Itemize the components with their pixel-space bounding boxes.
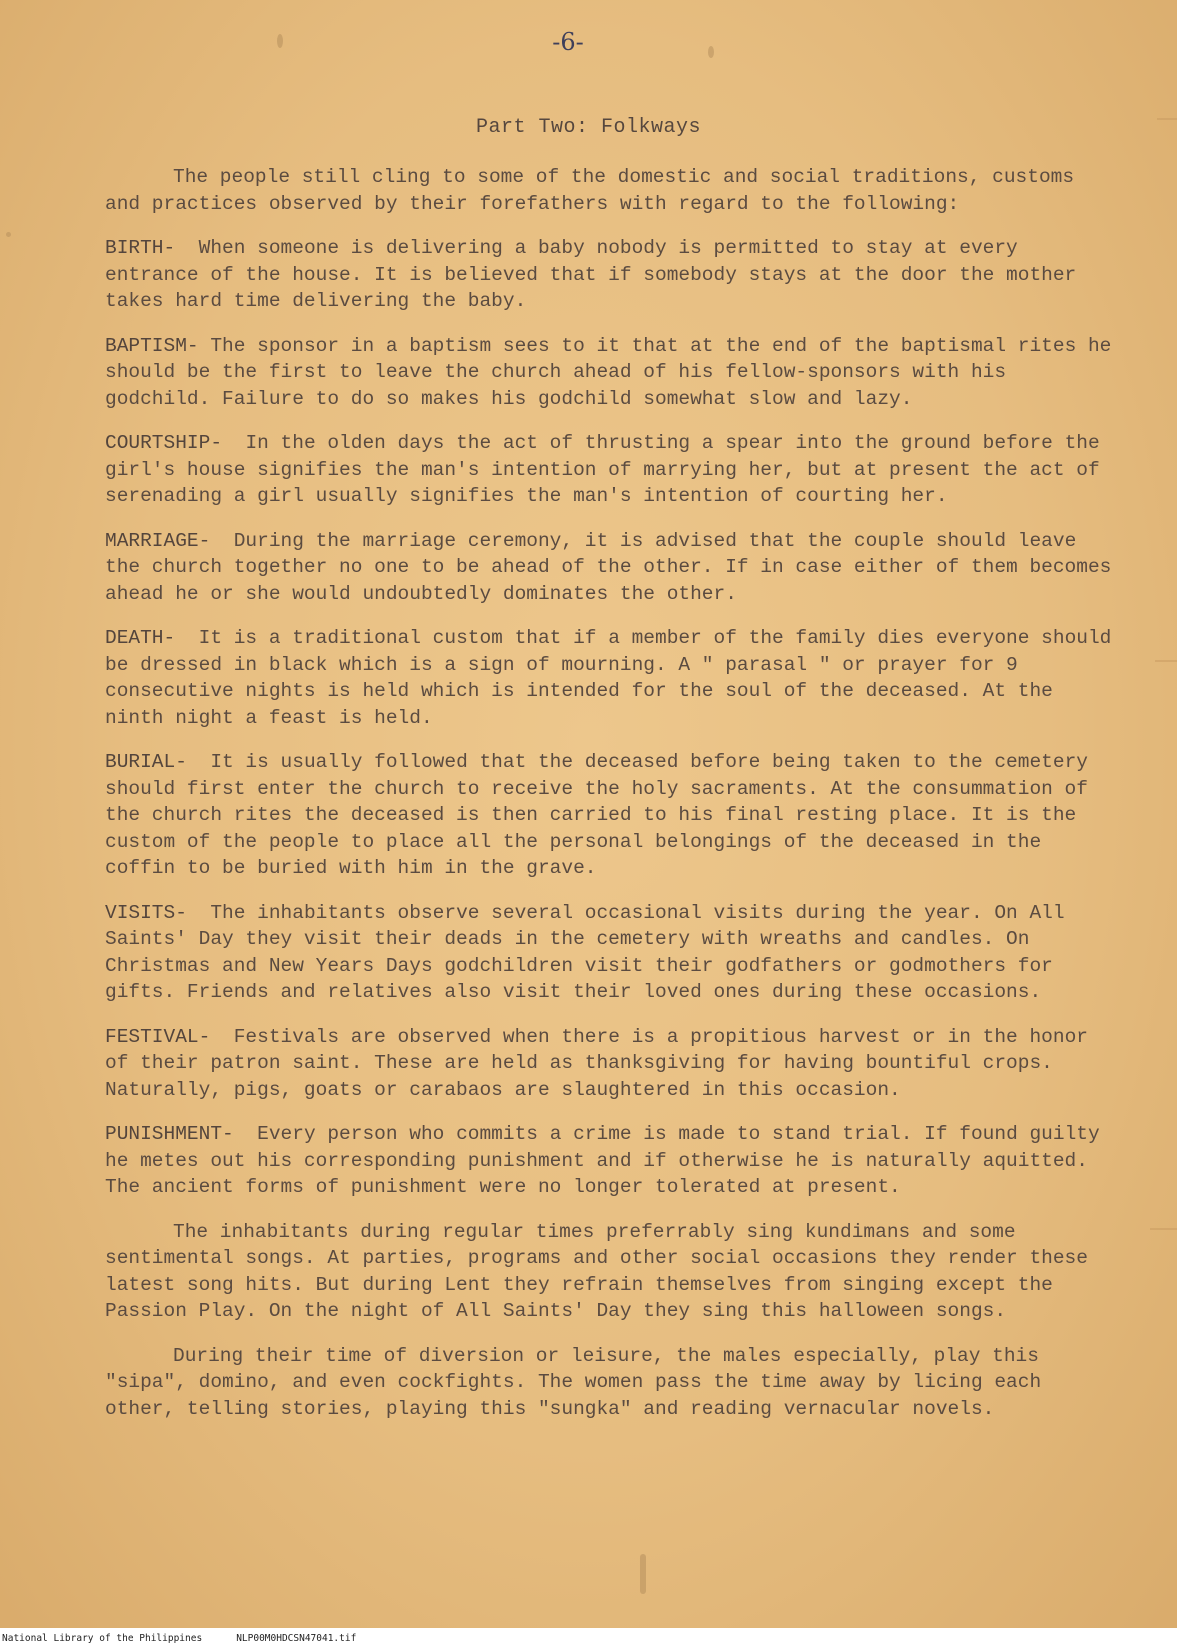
section-text: The inhabitants observe several occasional visits during the year. On All Saints' Day they visit their deads in the cemetery with wreaths and candles. On Christmas and New Years Days godchildren visit their godfathers or godmothers for gifts. Friends and relatives also visit their loved ones during these occasions. [105,901,1077,1003]
closing-paragraph-leisure: During their time of diversion or leisure, the males especially, play this "sipa", domino, and even cockfights. The women pass the time away by licing each other, telling stories, playing this "sungka" and reading vernacular novels. [105,1344,1053,1420]
section-death [105,625,1124,731]
document-body [105,164,1124,1440]
section-heading: PUNISHMENT- [105,1123,234,1145]
paper-edge-mark [1150,1228,1177,1230]
section-birth [105,235,1115,315]
section-text: It is a traditional custom that if a member of the family dies everyone should be dressed in black which is a sign of mourning. A " parasal " or prayer for 9 consecutive nights is held which is intended for the soul of the deceased. At the ninth night a feast is held. [105,627,1124,729]
section-heading: DEATH- [105,627,176,649]
section-heading: BURIAL- [105,751,187,773]
intro-paragraph: The people still cling to some of the domestic and social traditions, customs and practices observed by their forefathers with regard to the following: [105,166,1086,215]
paper-edge-mark [1155,660,1177,662]
section-text: Festivals are observed when there is a propitious harvest or in the honor of their patron saint. These are held as thanksgiving for having bountiful crops. Naturally, pigs, goats or carabaos are slaughtered in this occasion. [105,1025,1100,1101]
footer-file: NLP00M0HDCSN47041.tif [236,1633,357,1644]
section-marriage [105,528,1124,608]
section-text: The sponsor in a baptism sees to it that at the end of the baptismal rites he should be the first to leave the church ahead of his fellow-sponsors with his godchild. Failure to do so makes his godchild somewhat slow and lazy. [105,334,1124,410]
section-courtship [105,430,1115,510]
section-heading: MARRIAGE- [105,529,211,552]
footer-library: National Library of the Philippines [2,1633,203,1644]
section-burial [105,749,1115,882]
section-text: Every person who commits a crime is made to stand trial. If found guilty he metes out his corresponding punishment and if otherwise he is naturally aquitted. The ancient forms of punishment were no longer tolerated at present. [105,1123,1112,1198]
section-punishment [105,1121,1115,1201]
section-baptism [105,333,1124,413]
section-visits [105,900,1115,1006]
section-text: It is usually followed that the deceased before being taken to the cemetery should first enter the church to receive the holy sacraments. At the consummation of the church rites the deceased is then carried to his final resting place. It is the custom of the people to place all the personal belongings of the deceased in the coffin to be buried with him in the grave. [105,751,1100,879]
page-number: -6- [552,28,584,56]
section-heading: BIRTH- [105,237,176,259]
section-heading: VISITS- [105,901,187,924]
section-festival [105,1024,1115,1104]
section-text: During the marriage ceremony, it is advised that the couple should leave the church together no one to be ahead of the other. If in case either of them becomes ahead he or she would undoubtedly dominates the other. [105,529,1124,605]
section-heading: COURTSHIP- [105,432,223,454]
section-text: In the olden days the act of thrusting a spear into the ground before the girl's house signifies the man's intention of marrying her, but at present the act of serenading a girl usually signifies the man's intention of courting her. [105,432,1112,507]
section-text: When someone is delivering a baby nobody is permitted to stay at every entrance of the house. It is believed that if somebody stays at the door the mother takes hard time delivering the baby. [105,237,1088,312]
closing-paragraph-songs: The inhabitants during regular times preferrably sing kundimans and some sentimental songs. At parties, programs and other social occasions they render these latest song hits. But during Lent they refrain themselves from singing except the Passion Play. On the night of All Saints' Day they sing this halloween songs. [105,1220,1100,1322]
document-title: Part Two: Folkways [475,116,702,139]
scan-footer [0,1628,1177,1650]
section-heading: FESTIVAL- [105,1025,211,1048]
section-heading: BAPTISM- [105,334,199,357]
